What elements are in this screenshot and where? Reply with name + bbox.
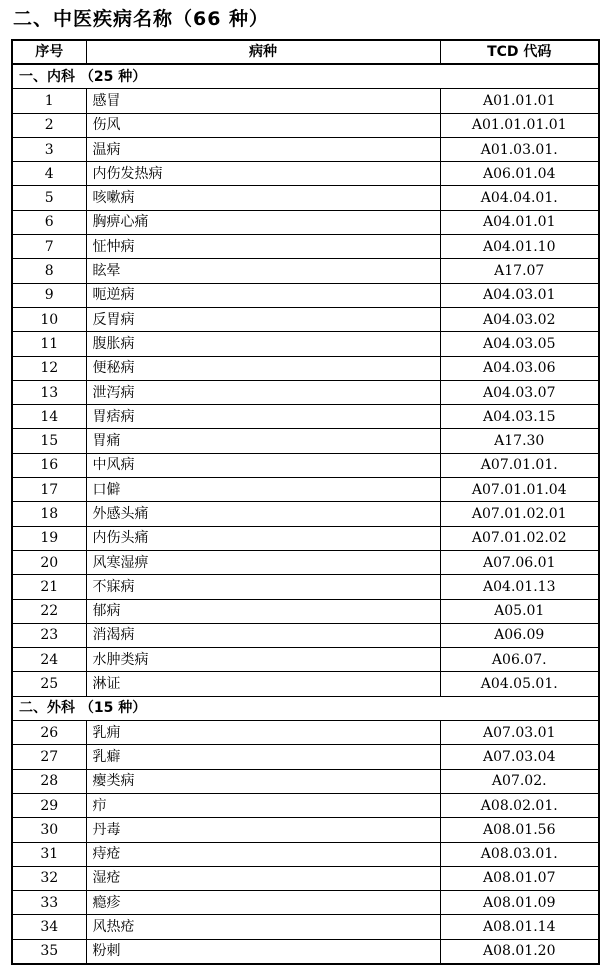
table-row [12, 186, 599, 210]
table-row [12, 721, 599, 745]
section-row [12, 696, 599, 720]
row-number: 26 [12, 721, 86, 745]
disease-name: 咳嗽病 [86, 186, 440, 210]
disease-name: 呃逆病 [86, 283, 440, 307]
row-number: 21 [12, 575, 86, 599]
tcd-code: A07.02. [440, 769, 599, 793]
disease-name: 疖 [86, 793, 440, 817]
table-row [12, 575, 599, 599]
table-row [12, 113, 599, 137]
table-body [12, 64, 599, 964]
disease-name: 怔忡病 [86, 235, 440, 259]
table-row [12, 866, 599, 890]
row-number: 13 [12, 380, 86, 404]
tcd-code: A07.03.01 [440, 721, 599, 745]
tcd-code: A04.03.01 [440, 283, 599, 307]
table-row [12, 137, 599, 161]
disease-name: 乳癖 [86, 745, 440, 769]
row-number: 18 [12, 502, 86, 526]
disease-name: 风热疮 [86, 915, 440, 939]
row-number: 24 [12, 648, 86, 672]
row-number: 10 [12, 307, 86, 331]
tcd-code: A06.07. [440, 648, 599, 672]
row-number: 9 [12, 283, 86, 307]
row-number: 19 [12, 526, 86, 550]
table-row [12, 307, 599, 331]
header-disease: 病种 [86, 40, 440, 64]
row-number: 17 [12, 478, 86, 502]
tcd-code: A06.01.04 [440, 162, 599, 186]
tcd-code: A01.01.01.01 [440, 113, 599, 137]
table-row [12, 745, 599, 769]
section-row [12, 64, 599, 89]
table-row [12, 356, 599, 380]
tcd-code: A07.01.01.04 [440, 478, 599, 502]
tcd-code: A04.01.10 [440, 235, 599, 259]
table-row [12, 769, 599, 793]
table-row [12, 915, 599, 939]
tcd-code: A07.01.02.02 [440, 526, 599, 550]
row-number: 5 [12, 186, 86, 210]
disease-name: 痔疮 [86, 842, 440, 866]
row-number: 22 [12, 599, 86, 623]
disease-name: 口僻 [86, 478, 440, 502]
section-label: 一、内科 （25 种） [12, 64, 599, 89]
disease-name: 内伤发热病 [86, 162, 440, 186]
row-number: 25 [12, 672, 86, 696]
disease-name: 粉刺 [86, 939, 440, 964]
table-row [12, 891, 599, 915]
table-row [12, 478, 599, 502]
disease-name: 感冒 [86, 89, 440, 113]
disease-name: 不寐病 [86, 575, 440, 599]
row-number: 11 [12, 332, 86, 356]
tcd-code: A04.03.02 [440, 307, 599, 331]
table-row [12, 210, 599, 234]
table-row [12, 162, 599, 186]
table-row [12, 502, 599, 526]
row-number: 33 [12, 891, 86, 915]
table-row [12, 380, 599, 404]
tcd-code: A05.01 [440, 599, 599, 623]
disease-name: 消渴病 [86, 623, 440, 647]
row-number: 20 [12, 550, 86, 574]
tcd-code: A17.30 [440, 429, 599, 453]
row-number: 3 [12, 137, 86, 161]
disease-name: 胸痹心痛 [86, 210, 440, 234]
row-number: 32 [12, 866, 86, 890]
table-row [12, 648, 599, 672]
disease-name: 反胃病 [86, 307, 440, 331]
tcd-code: A04.03.15 [440, 405, 599, 429]
row-number: 2 [12, 113, 86, 137]
tcd-code: A07.01.02.01 [440, 502, 599, 526]
section-label: 二、外科 （15 种） [12, 696, 599, 720]
table-row [12, 818, 599, 842]
table-row [12, 453, 599, 477]
row-number: 28 [12, 769, 86, 793]
row-number: 12 [12, 356, 86, 380]
row-number: 1 [12, 89, 86, 113]
header-code: TCD 代码 [440, 40, 599, 64]
table-header-row [12, 40, 599, 64]
row-number: 23 [12, 623, 86, 647]
table-row [12, 623, 599, 647]
table-row [12, 672, 599, 696]
table-row [12, 793, 599, 817]
tcd-code: A07.03.04 [440, 745, 599, 769]
row-number: 4 [12, 162, 86, 186]
disease-name: 外感头痛 [86, 502, 440, 526]
tcd-code: A04.03.06 [440, 356, 599, 380]
disease-name: 瘿类病 [86, 769, 440, 793]
tcd-code: A08.03.01. [440, 842, 599, 866]
tcd-code: A07.01.01. [440, 453, 599, 477]
table-row [12, 429, 599, 453]
row-number: 30 [12, 818, 86, 842]
tcd-code: A08.01.14 [440, 915, 599, 939]
disease-name: 中风病 [86, 453, 440, 477]
disease-name: 泄泻病 [86, 380, 440, 404]
disease-name: 腹胀病 [86, 332, 440, 356]
disease-name: 胃痞病 [86, 405, 440, 429]
tcd-code: A04.04.01. [440, 186, 599, 210]
tcd-code: A01.01.01 [440, 89, 599, 113]
header-num: 序号 [12, 40, 86, 64]
disease-name: 便秘病 [86, 356, 440, 380]
tcd-code: A08.01.56 [440, 818, 599, 842]
tcd-code: A04.05.01. [440, 672, 599, 696]
tcd-code: A04.03.07 [440, 380, 599, 404]
table-row [12, 332, 599, 356]
disease-name: 郁病 [86, 599, 440, 623]
table-row [12, 259, 599, 283]
table-row [12, 939, 599, 964]
disease-name: 内伤头痛 [86, 526, 440, 550]
disease-name: 淋证 [86, 672, 440, 696]
row-number: 16 [12, 453, 86, 477]
tcd-code: A08.01.07 [440, 866, 599, 890]
tcd-code: A01.03.01. [440, 137, 599, 161]
tcd-code: A08.01.09 [440, 891, 599, 915]
table-row [12, 526, 599, 550]
row-number: 8 [12, 259, 86, 283]
table-row [12, 235, 599, 259]
disease-name: 丹毒 [86, 818, 440, 842]
tcd-code: A04.03.05 [440, 332, 599, 356]
tcd-code: A06.09 [440, 623, 599, 647]
table-row [12, 842, 599, 866]
row-number: 15 [12, 429, 86, 453]
tcd-code: A08.02.01. [440, 793, 599, 817]
table-row [12, 405, 599, 429]
disease-name: 胃痛 [86, 429, 440, 453]
disease-name: 温病 [86, 137, 440, 161]
table-row [12, 550, 599, 574]
table-row [12, 599, 599, 623]
row-number: 6 [12, 210, 86, 234]
disease-name: 风寒湿痹 [86, 550, 440, 574]
tcd-code: A08.01.20 [440, 939, 599, 964]
table-row [12, 89, 599, 113]
row-number: 7 [12, 235, 86, 259]
disease-table [11, 39, 600, 965]
row-number: 35 [12, 939, 86, 964]
tcd-code: A04.01.01 [440, 210, 599, 234]
row-number: 29 [12, 793, 86, 817]
disease-name: 乳痈 [86, 721, 440, 745]
page-title: 二、中医疾病名称（66 种） [13, 8, 270, 30]
disease-name: 瘾疹 [86, 891, 440, 915]
disease-name: 水肿类病 [86, 648, 440, 672]
tcd-code: A17.07 [440, 259, 599, 283]
disease-name: 眩晕 [86, 259, 440, 283]
row-number: 27 [12, 745, 86, 769]
disease-name: 伤风 [86, 113, 440, 137]
disease-name: 湿疮 [86, 866, 440, 890]
tcd-code: A07.06.01 [440, 550, 599, 574]
table-row [12, 283, 599, 307]
row-number: 34 [12, 915, 86, 939]
row-number: 14 [12, 405, 86, 429]
tcd-code: A04.01.13 [440, 575, 599, 599]
row-number: 31 [12, 842, 86, 866]
